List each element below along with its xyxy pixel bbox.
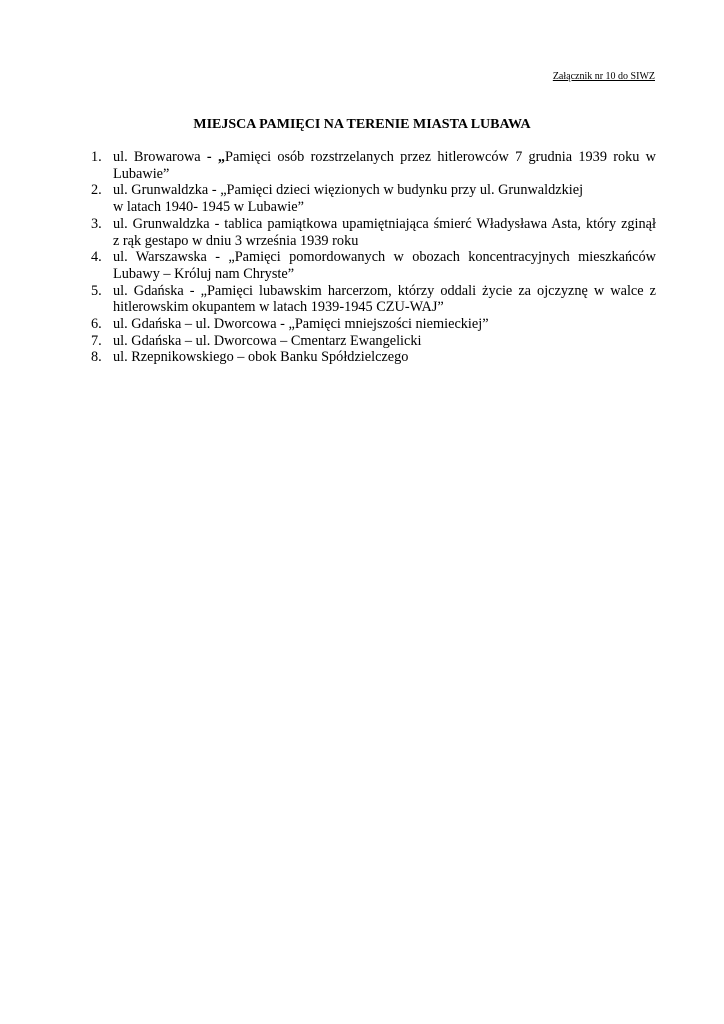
memorial-item-2 bbox=[0, 182, 656, 215]
item-text bbox=[113, 349, 656, 366]
item-line: w latach 1940- 1945 w Lubawie” bbox=[113, 199, 304, 216]
item-line: ul. Gdańska – ul. Dworcowa - „Pamięci mniejszości niemieckiej” bbox=[113, 316, 489, 333]
item-number: 1. bbox=[91, 149, 102, 165]
memorial-item-5 bbox=[0, 283, 656, 316]
memorial-item-8 bbox=[0, 349, 656, 366]
memorial-list bbox=[0, 149, 656, 366]
memorial-item-7 bbox=[0, 333, 656, 350]
item-number: 8. bbox=[91, 349, 102, 366]
item-text bbox=[113, 283, 656, 316]
item-text bbox=[113, 316, 656, 333]
item-number: 3. bbox=[91, 215, 102, 232]
item-number: 4. bbox=[91, 249, 102, 266]
item-text bbox=[113, 149, 656, 182]
item-text bbox=[113, 333, 656, 350]
item-line: ul. Grunwaldzka - tablica pamiątkowa upamiętniająca śmierć Władysława Asta, który zginął bbox=[113, 215, 656, 232]
item-number: 6. bbox=[91, 316, 102, 333]
item-line: ul. Gdańska – ul. Dworcowa – Cmentarz Ewangelicki bbox=[113, 332, 422, 349]
item-text bbox=[113, 249, 656, 282]
item-line: hitlerowskim okupantem w latach 1939-1945 CZU-WAJ” bbox=[113, 299, 444, 316]
memorial-item-1 bbox=[0, 149, 656, 182]
item-line: ul. Warszawska - „Pamięci pomordowanych w obozach koncentracyjnych mieszkańców bbox=[113, 249, 656, 266]
item-number: 7. bbox=[91, 332, 102, 349]
bold-dash: - „ bbox=[206, 149, 226, 165]
item-number: 5. bbox=[91, 282, 102, 299]
item-line: ul. Browarowa - „Pamięci osób rozstrzelanych przez hitlerowców 7 grudnia 1939 roku w bbox=[113, 149, 656, 165]
item-line: Lubawy – Króluj nam Chryste” bbox=[113, 265, 295, 282]
item-text bbox=[113, 182, 656, 215]
memorial-item-6 bbox=[0, 316, 656, 333]
item-line: z rąk gestapo w dniu 3 września 1939 roku bbox=[113, 232, 359, 249]
item-line: Lubawie” bbox=[113, 165, 170, 182]
item-line: ul. Gdańska - „Pamięci lubawskim harcerzom, którzy oddali życie za ojczyznę w walce z bbox=[113, 282, 656, 299]
attachment-note: Załącznik nr 10 do SIWZ bbox=[552, 71, 655, 82]
item-number: 2. bbox=[91, 182, 102, 199]
memorial-item-3 bbox=[0, 216, 656, 249]
document-title: MIEJSCA PAMIĘCI NA TERENIE MIASTA LUBAWA bbox=[193, 117, 531, 132]
memorial-item-4 bbox=[0, 249, 656, 282]
item-text bbox=[113, 216, 656, 249]
item-line: ul. Grunwaldzka - „Pamięci dzieci więzionych w budynku przy ul. Grunwaldzkiej bbox=[113, 182, 584, 199]
item-line: ul. Rzepnikowskiego – obok Banku Spółdzielczego bbox=[113, 349, 409, 366]
